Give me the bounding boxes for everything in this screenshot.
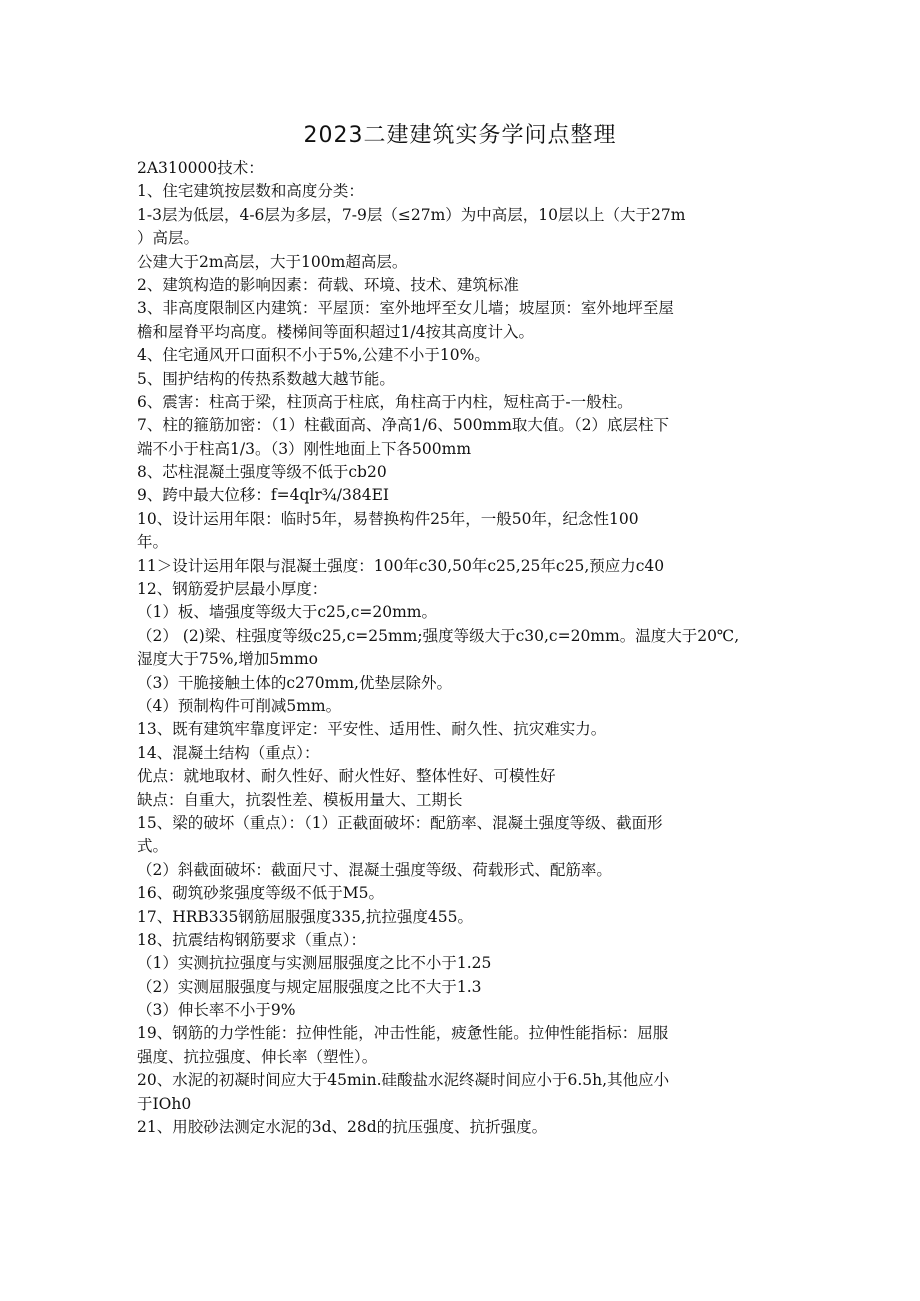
text-line: （4）预制构件可削减5mm。 [137,696,342,715]
text-line: 17、HRB335钢筋屈服强度335,抗拉强度455。 [137,907,473,926]
text-line: （2） (2)梁、柱强度等级c25,c=25mm;强度等级大于c30,c=20mm。温度大于20℃, [137,626,740,645]
text-line: （2）实测屈服强度与规定屈服强度之比不大于1.3 [137,977,482,996]
text-line: 15、梁的破坏（重点）：（1）正截面破坏：配筋率、混凝土强度等级、截面形 [137,813,663,832]
text-line: ）高层。 [137,229,200,248]
text-line: 1、住宅建筑按层数和高度分类： [137,182,364,201]
text-line: （1）板、墙强度等级大于c25,c=20mm。 [137,603,437,622]
text-line: （2）斜截面破坏：截面尺寸、混凝土强度等级、荷载形式、配筋率。 [137,860,612,879]
text-line: 5、围护结构的传热系数越大越节能。 [137,369,395,388]
text-line: 21、用胶砂法测定水泥的3d、28d的抗压强度、抗折强度。 [137,1118,548,1137]
text-line: 4、住宅通风开口面积不小于5%,公建不小于10%。 [137,346,490,365]
text-line: 12、钢筋爱护层最小厚度： [137,580,328,599]
text-line: 7、柱的箍筋加密：（1）柱截面高、净高1/6、500mm取大值。（2）底层柱下 [137,416,670,435]
text-line: 8、芯柱混凝土强度等级不低于cb20 [137,463,387,482]
text-line: 2、建筑构造的影响因素：荷载、环境、技术、建筑标准 [137,275,519,294]
text-line: 年。 [137,533,169,552]
text-line: 檐和屋脊平均高度。楼梯间等面积超过1/4按其高度计入。 [137,322,534,341]
text-line: （1）实测抗拉强度与实测屈服强度之比不小于1.25 [137,954,492,973]
text-line: 于IOh0 [137,1094,192,1113]
text-line: 13、既有建筑牢靠度评定：平安性、适用性、耐久性、抗灾难实力。 [137,720,607,739]
text-line: 19、钢筋的力学性能：拉伸性能，冲击性能，疲惫性能。拉伸性能指标：屈服 [137,1024,669,1043]
text-line: 优点：就地取材、耐久性好、耐火性好、整体性好、可模性好 [137,767,556,786]
text-line: 缺点：自重大，抗裂性差、模板用量大、工期长 [137,790,463,809]
text-line: 14、混凝土结构（重点）： [137,743,320,762]
document-title: 2023二建建筑实务学问点整理 [303,123,617,148]
text-line: 湿度大于75%,增加5mmo [137,650,318,669]
text-line: （3）伸长率不小于9% [137,1001,296,1020]
text-line: 18、抗震结构钢筋要求（重点）： [137,930,366,949]
text-line: 10、设计运用年限：临时5年，易替换构件25年，一般50年，纪念性100 [137,509,639,528]
text-line: 式。 [137,837,169,856]
text-line: 3、非高度限制区内建筑：平屋顶：室外地坪至女儿墙；坡屋顶：室外地坪至屋 [137,299,674,318]
text-line: （3）干脆接触土体的c270mm,优垫层除外。 [137,673,452,692]
text-line: 20、水泥的初凝时间应大于45min.硅酸盐水泥终凝时间应小于6.5h,其他应小 [137,1071,670,1090]
text-line: 9、跨中最大位移：f=4qlr¾/384EI [137,486,390,505]
text-line: 16、砌筑砂浆强度等级不低于M5。 [137,884,384,903]
text-line: 11＞设计运用年限与混凝土强度：100年c30,50年c25,25年c25,预应力c40 [137,556,665,575]
text-line: 2A310000技术： [137,159,264,177]
text-line: 公建大于2m高层，大于100m超高层。 [137,252,408,271]
text-line: 强度、抗拉强度、伸长率（塑性）。 [137,1047,378,1066]
text-line: 1-3层为低层，4-6层为多层，7-9层（≤27m）为中高层，10层以上（大于27m [137,205,686,224]
document-body [137,157,797,1139]
text-line: 端不小于柱高1/3。（3）刚性地面上下各500mm [137,439,472,458]
text-line: 6、震害：柱高于梁，柱顶高于柱底，角柱高于内柱，短柱高于-一般柱。 [137,392,633,411]
